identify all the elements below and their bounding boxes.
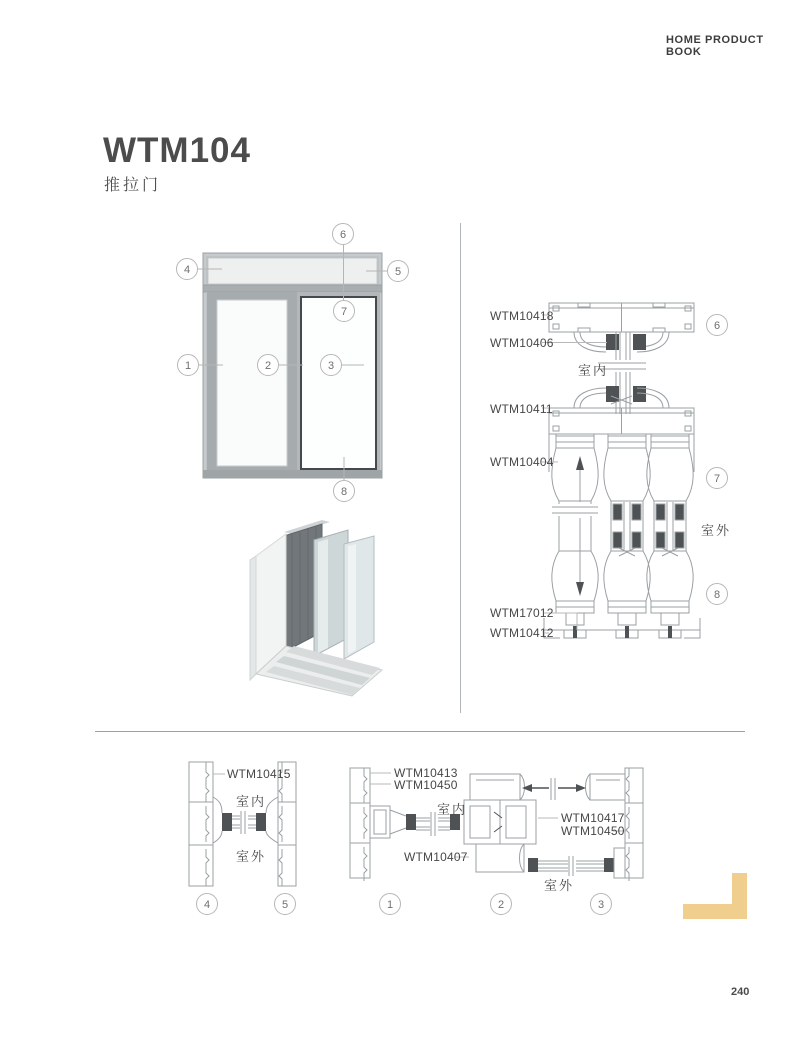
- callout-4-section: 4: [196, 893, 218, 915]
- callout-2: 2: [257, 354, 279, 376]
- callout-7: 7: [333, 300, 355, 322]
- indoor-label-right: 室内: [437, 802, 468, 817]
- callout-8-section: 8: [706, 583, 728, 605]
- part-label-wtm10415: WTM10415: [227, 767, 291, 781]
- part-label-wtm10450-right: WTM10450: [561, 824, 625, 838]
- product-type-label: 推拉门: [104, 177, 162, 194]
- horizontal-divider: [95, 731, 745, 732]
- part-label-wtm10412: WTM10412: [490, 626, 554, 640]
- part-label-wtm10411: WTM10411: [490, 402, 553, 416]
- part-label-wtm10406: WTM10406: [490, 336, 554, 350]
- indoor-label-left: 室内: [236, 794, 267, 809]
- indoor-label-vertical: 室内: [578, 363, 609, 378]
- part-label-wtm17012: WTM17012: [490, 606, 554, 620]
- callout-5: 5: [387, 260, 409, 282]
- callout-1-section: 1: [379, 893, 401, 915]
- part-label-wtm10404: WTM10404: [490, 455, 554, 469]
- callout-8: 8: [333, 480, 355, 502]
- callout-3-section: 3: [590, 893, 612, 915]
- book-title: HOME PRODUCT BOOK: [666, 34, 764, 58]
- door-elevation-drawing: [165, 220, 420, 515]
- callout-3: 3: [320, 354, 342, 376]
- page-number: 240: [731, 986, 750, 998]
- outdoor-label-right: 室外: [544, 878, 575, 893]
- callout-6-section: 6: [706, 314, 728, 336]
- part-label-wtm10450-top: WTM10450: [394, 778, 458, 792]
- vertical-divider: [460, 223, 461, 713]
- outdoor-label-left: 室外: [236, 849, 267, 864]
- corner-decoration-horizontal: [683, 904, 747, 919]
- outdoor-label-vertical: 室外: [701, 523, 732, 538]
- callout-6: 6: [332, 223, 354, 245]
- page-title: WTM104: [103, 131, 251, 170]
- callout-2-section: 2: [490, 893, 512, 915]
- callout-4: 4: [176, 258, 198, 280]
- profile-isometric-image: [228, 512, 403, 697]
- callout-5-section: 5: [274, 893, 296, 915]
- part-label-wtm10407: WTM10407: [404, 850, 468, 864]
- callout-1: 1: [177, 354, 199, 376]
- part-label-wtm10417: WTM10417: [561, 811, 625, 825]
- part-label-wtm10418: WTM10418: [490, 309, 554, 323]
- part-label-wtm10413: WTM10413: [394, 766, 458, 780]
- callout-7-section: 7: [706, 467, 728, 489]
